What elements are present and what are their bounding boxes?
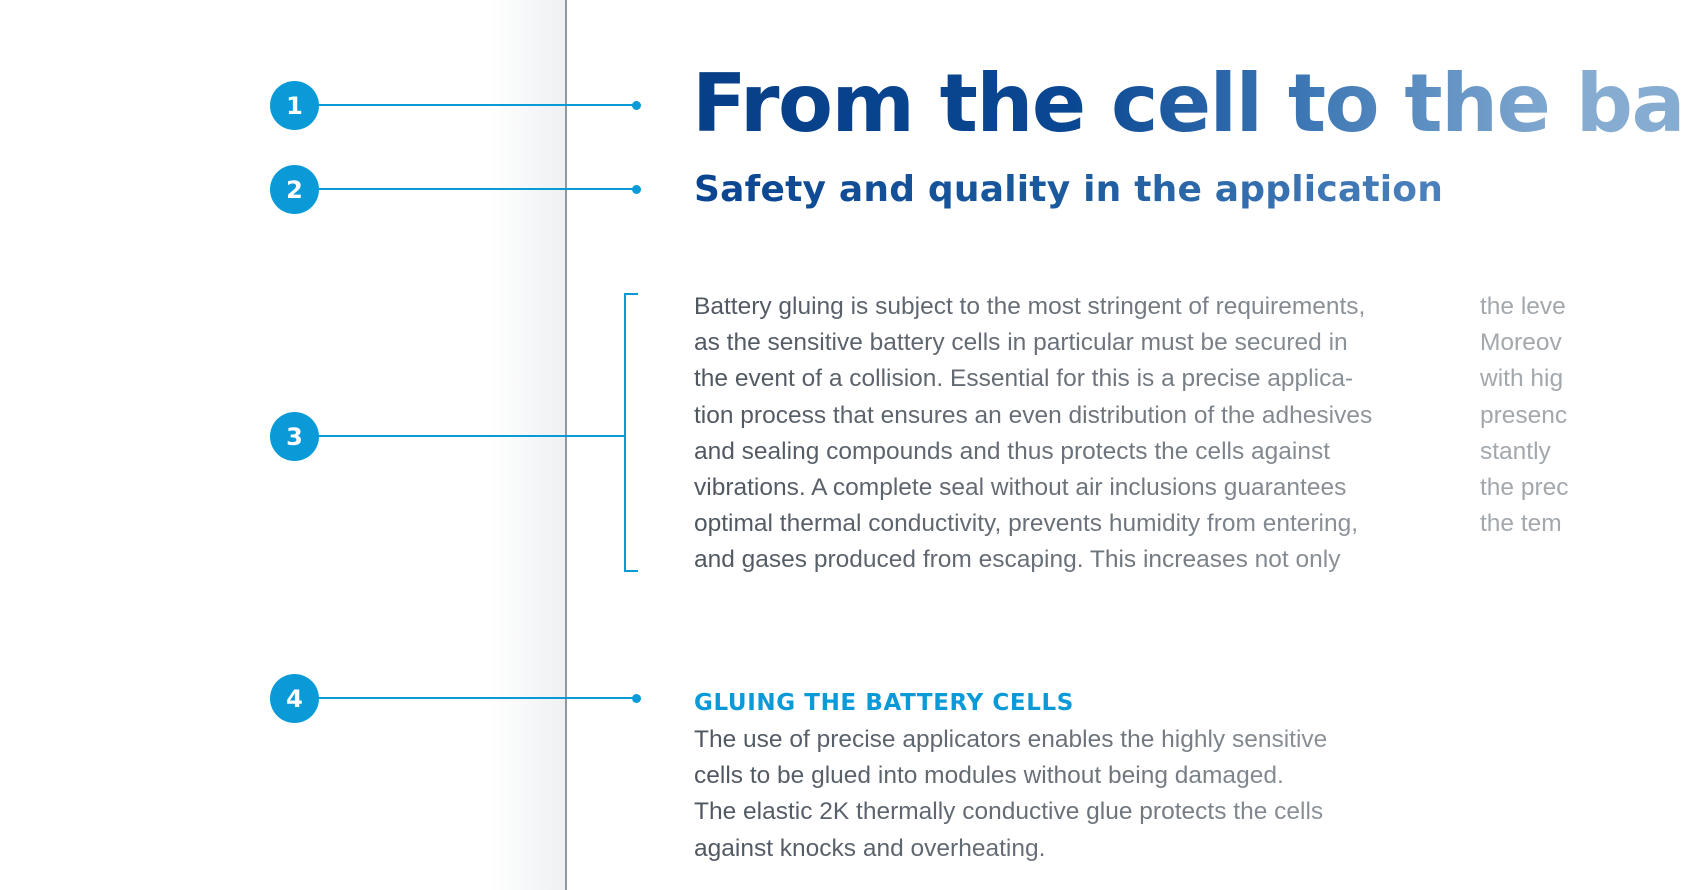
section-line: against knocks and overheating. — [694, 834, 1046, 862]
next-column-line: the prec — [1480, 473, 1569, 501]
next-column-line: stantly — [1480, 437, 1551, 465]
section-heading: GLUING THE BATTERY CELLS — [694, 690, 1074, 716]
callout-line-2 — [316, 188, 637, 190]
callout-line-4 — [316, 697, 637, 699]
body-line: optimal thermal conductivity, prevents humidity from entering, — [694, 510, 1359, 538]
body-paragraph — [694, 289, 1372, 579]
callout-marker-3: 3 — [270, 412, 319, 461]
section-line: The elastic 2K thermally conductive glue protects the cells — [694, 798, 1324, 826]
callout-dot-2 — [632, 185, 641, 194]
next-column-line: Moreov — [1480, 329, 1562, 357]
page-title: From the cell to the ba — [692, 57, 1684, 150]
callout-marker-4: 4 — [270, 674, 319, 723]
callout-line-1 — [316, 104, 637, 106]
callout-bracket-3 — [624, 293, 638, 572]
callout-marker-2: 2 — [270, 165, 319, 214]
body-line: and gases produced from escaping. This increases not only — [694, 546, 1341, 574]
next-column-text — [1480, 289, 1583, 542]
callout-marker-1: 1 — [270, 81, 319, 130]
next-column-line: with hig — [1480, 365, 1564, 393]
next-column-line: presenc — [1480, 401, 1568, 429]
next-column-line: the tem — [1480, 510, 1562, 538]
body-line: as the sensitive battery cells in particular must be secured in — [694, 329, 1348, 357]
body-line: Battery gluing is subject to the most stringent of requirements, — [694, 293, 1366, 320]
page-spine — [565, 0, 567, 890]
body-line: vibrations. A complete seal without air inclusions guarantees — [694, 473, 1347, 501]
next-column-line: the leve — [1480, 293, 1566, 320]
page-subtitle: Safety and quality in the application — [694, 166, 1443, 214]
section-line: cells to be glued into modules without being damaged. — [694, 762, 1284, 790]
section-line: The use of precise applicators enables the highly sensitive — [694, 726, 1328, 753]
callout-dot-1 — [632, 101, 641, 110]
body-line: tion process that ensures an even distribution of the adhesives — [694, 401, 1373, 429]
section-paragraph — [694, 722, 1327, 867]
callout-line-3 — [316, 435, 626, 437]
body-line: and sealing compounds and thus protects the cells against — [694, 437, 1331, 465]
callout-dot-4 — [632, 694, 641, 703]
body-line: the event of a collision. Essential for this is a precise applica- — [694, 365, 1354, 393]
